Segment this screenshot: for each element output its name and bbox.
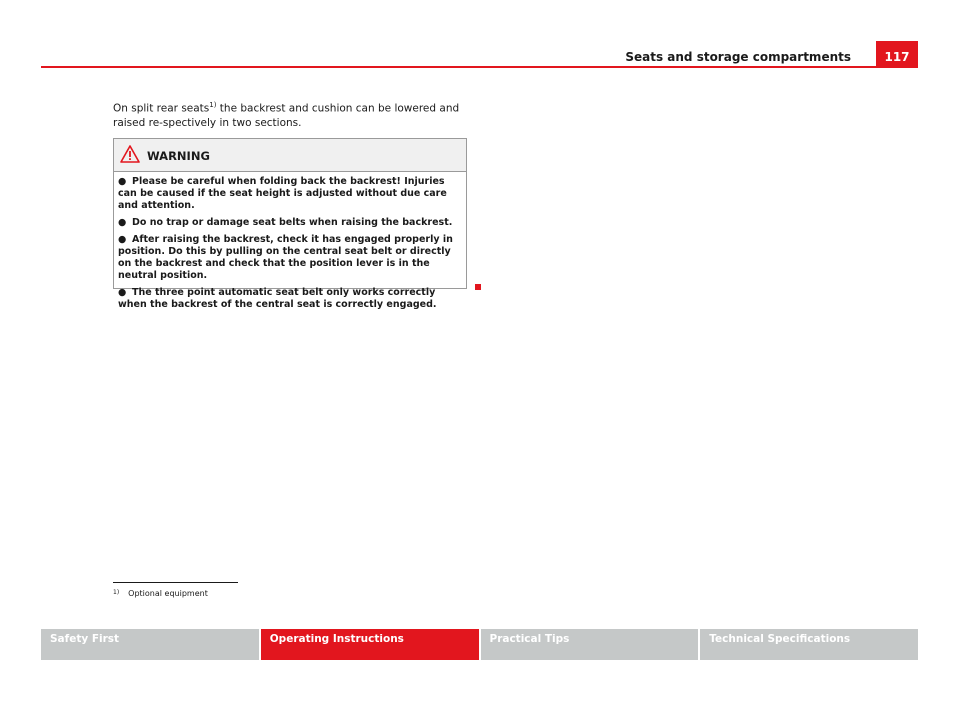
footnote-mark: 1) — [113, 589, 120, 596]
chapter-tabs — [41, 629, 918, 660]
intro-text-end: the backrest and cushion can be lowered and raised re-spectively in two sections. — [113, 102, 460, 129]
page-number: 117 — [876, 41, 918, 68]
warning-item: ● Do no trap or damage seat belts when raising the backrest. — [118, 217, 453, 228]
warning-header — [114, 139, 466, 172]
warning-item: ● The three point automatic seat belt only works correctly when the backrest of the central seat is correctly engaged. — [118, 287, 437, 310]
intro-text-start: On split rear seats — [113, 102, 210, 115]
warning-box — [113, 138, 467, 310]
bullet-icon: ● — [118, 287, 127, 298]
footnote — [113, 589, 208, 598]
tab-practical-tips[interactable]: Practical Tips — [481, 629, 699, 660]
section-end-marker — [475, 284, 481, 290]
tab-operating-instructions[interactable]: Operating Instructions — [261, 629, 479, 660]
tab-technical-specifications[interactable]: Technical Specifications — [700, 629, 918, 660]
footnote-divider — [113, 582, 238, 583]
header-divider — [41, 66, 918, 68]
intro-paragraph — [113, 98, 473, 130]
warning-item: ● Please be careful when folding back the backrest! Injuries can be caused if the seat height is adjusted without due care and attention. — [118, 176, 447, 211]
footnote-reference[interactable]: 1) — [209, 101, 217, 109]
footnote-text: Optional equipment — [128, 589, 208, 598]
warning-body — [114, 172, 466, 311]
bullet-icon: ● — [118, 234, 127, 245]
bullet-icon: ● — [118, 176, 127, 187]
warning-triangle-icon — [120, 145, 140, 163]
bullet-icon: ● — [118, 217, 127, 228]
warning-title: WARNING — [147, 149, 210, 163]
tab-safety-first[interactable]: Safety First — [41, 629, 259, 660]
section-title: Seats and storage compartments — [625, 50, 851, 64]
warning-item: ● After raising the backrest, check it has engaged properly in position. Do this by pulling on the central seat belt or directly on the backrest and check that the position lever is in the neutral position. — [118, 234, 453, 281]
